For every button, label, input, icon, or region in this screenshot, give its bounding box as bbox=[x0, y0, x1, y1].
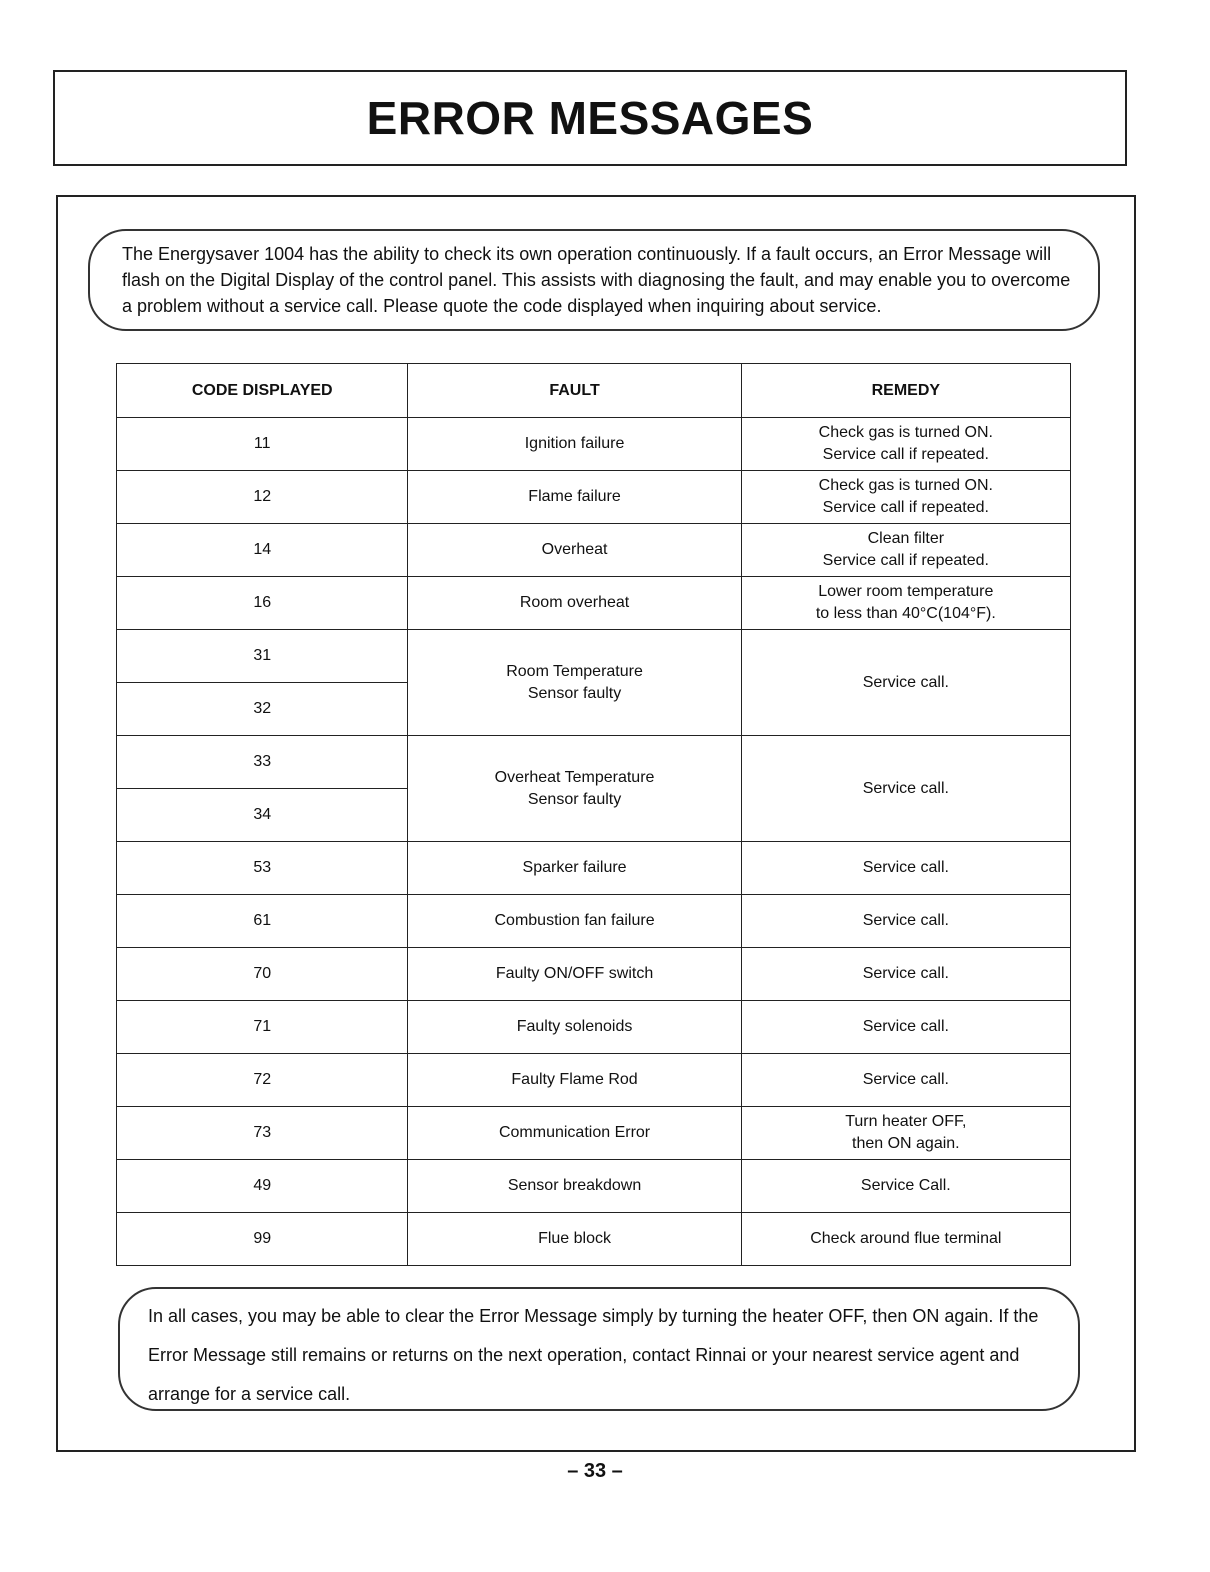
header-remedy: REMEDY bbox=[741, 364, 1070, 418]
remedy-cell-text: Service call. bbox=[862, 1018, 949, 1035]
content-box bbox=[56, 195, 1136, 1452]
remedy-cell-text: Lower room temperature bbox=[818, 583, 994, 600]
fault-cell bbox=[408, 418, 741, 471]
fault-cell bbox=[408, 471, 741, 524]
fault-cell bbox=[408, 895, 741, 948]
table-row bbox=[117, 948, 1071, 1001]
remedy-cell-text: Service Call. bbox=[860, 1177, 951, 1194]
title-box bbox=[53, 70, 1127, 166]
remedy-cell bbox=[741, 524, 1070, 577]
fault-cell bbox=[408, 577, 741, 630]
remedy-cell-text: Check around flue terminal bbox=[810, 1230, 1002, 1247]
remedy-cell-text: Service call. bbox=[862, 1071, 949, 1088]
code-cell bbox=[117, 1107, 408, 1160]
remedy-cell-text: Turn heater OFF, bbox=[845, 1113, 967, 1130]
remedy-cell bbox=[741, 471, 1070, 524]
table-row bbox=[117, 630, 1071, 683]
code-cell bbox=[117, 736, 408, 789]
code-cell-text: 70 bbox=[253, 965, 272, 982]
fault-cell bbox=[408, 948, 741, 1001]
fault-cell bbox=[408, 1107, 741, 1160]
code-cell-text: 11 bbox=[253, 435, 271, 452]
table-body bbox=[117, 418, 1071, 1266]
remedy-cell-text: Service call. bbox=[862, 673, 949, 691]
fault-cell-text: Room overheat bbox=[519, 594, 630, 611]
fault-cell-text: Flue block bbox=[538, 1230, 611, 1247]
code-cell-text: 53 bbox=[253, 859, 272, 876]
remedy-cell bbox=[741, 1054, 1070, 1107]
code-cell-text: 12 bbox=[253, 488, 272, 505]
code-cell bbox=[117, 1213, 408, 1266]
table-row bbox=[117, 1001, 1071, 1054]
note-paragraph: In all cases, you may be able to clear the Error Message simply by turning the heater OFF, then ON again. If the Error Message still remains or returns on the next operation, contact Rinnai or your nearest service agent and arrange for a service call. bbox=[118, 1287, 1080, 1411]
code-cell bbox=[117, 418, 408, 471]
intro-paragraph: The Energysaver 1004 has the ability to check its own operation continuously. If a fault occurs, an Error Message will flash on the Digital Display of the control panel. This assists with diagnosing the fault, and may enable you to overcome a problem without a service call. Please quote the code displayed when inquiring about service. bbox=[88, 229, 1100, 331]
code-cell bbox=[117, 683, 408, 736]
remedy-cell-text: Service call if repeated. bbox=[822, 552, 989, 569]
code-cell-text: 32 bbox=[253, 700, 272, 717]
code-cell bbox=[117, 789, 408, 842]
code-cell bbox=[117, 948, 408, 1001]
fault-cell bbox=[408, 842, 741, 895]
remedy-cell bbox=[741, 736, 1070, 842]
fault-cell-text: Sensor faulty bbox=[527, 790, 622, 808]
remedy-cell-text: Clean filter bbox=[867, 530, 945, 547]
fault-cell-text: Sensor breakdown bbox=[507, 1177, 642, 1194]
remedy-cell-text: Service call. bbox=[862, 912, 949, 929]
code-cell bbox=[117, 842, 408, 895]
fault-cell bbox=[408, 736, 741, 842]
fault-cell-text: Room Temperature bbox=[506, 662, 643, 680]
fault-cell-text: Sparker failure bbox=[522, 859, 627, 876]
table-row bbox=[117, 524, 1071, 577]
code-cell-text: 72 bbox=[253, 1071, 272, 1088]
fault-cell-text: Flame failure bbox=[528, 488, 621, 505]
remedy-cell bbox=[741, 1213, 1070, 1266]
fault-cell-text: Faulty Flame Rod bbox=[511, 1071, 638, 1088]
code-cell bbox=[117, 895, 408, 948]
remedy-cell-text: Check gas is turned ON. bbox=[818, 424, 993, 441]
fault-cell-text: Faulty solenoids bbox=[516, 1018, 633, 1035]
header-fault: FAULT bbox=[408, 364, 741, 418]
remedy-cell-text: Check gas is turned ON. bbox=[818, 477, 993, 494]
table-row bbox=[117, 1160, 1071, 1213]
code-cell bbox=[117, 1054, 408, 1107]
code-cell-text: 73 bbox=[253, 1124, 272, 1141]
code-cell-text: 71 bbox=[253, 1018, 272, 1035]
fault-cell bbox=[408, 524, 741, 577]
header-code: CODE DISPLAYED bbox=[117, 364, 408, 418]
code-cell bbox=[117, 630, 408, 683]
fault-cell bbox=[408, 1001, 741, 1054]
table-row bbox=[117, 1213, 1071, 1266]
remedy-cell-text: Service call. bbox=[862, 859, 949, 876]
remedy-cell bbox=[741, 577, 1070, 630]
fault-cell-text: Combustion fan failure bbox=[494, 912, 655, 929]
code-cell bbox=[117, 577, 408, 630]
table-row bbox=[117, 471, 1071, 524]
fault-cell-text: Sensor faulty bbox=[527, 684, 622, 702]
remedy-cell bbox=[741, 630, 1070, 736]
remedy-cell bbox=[741, 1001, 1070, 1054]
code-cell-text: 61 bbox=[253, 912, 272, 929]
remedy-cell-text: Service call if repeated. bbox=[822, 499, 989, 516]
error-code-table bbox=[116, 363, 1071, 1266]
remedy-cell-text: then ON again. bbox=[852, 1135, 960, 1152]
remedy-cell bbox=[741, 1107, 1070, 1160]
table-row bbox=[117, 1054, 1071, 1107]
remedy-cell bbox=[741, 418, 1070, 471]
page-number: – 33 – bbox=[567, 1460, 623, 1482]
code-cell bbox=[117, 471, 408, 524]
code-cell bbox=[117, 1160, 408, 1213]
fault-cell-text: Overheat Temperature bbox=[494, 768, 655, 786]
remedy-cell bbox=[741, 1160, 1070, 1213]
fault-cell-text: Faulty ON/OFF switch bbox=[495, 965, 654, 982]
table-row bbox=[117, 577, 1071, 630]
remedy-cell bbox=[741, 895, 1070, 948]
remedy-cell-text: Service call if repeated. bbox=[822, 446, 989, 463]
table-row bbox=[117, 736, 1071, 789]
remedy-cell-text: Service call. bbox=[862, 965, 949, 982]
fault-cell-text: Overheat bbox=[541, 541, 608, 558]
code-cell bbox=[117, 524, 408, 577]
remedy-cell bbox=[741, 948, 1070, 1001]
table-row bbox=[117, 418, 1071, 471]
table-row bbox=[117, 842, 1071, 895]
code-cell-text: 31 bbox=[253, 647, 272, 664]
fault-cell bbox=[408, 1213, 741, 1266]
fault-cell bbox=[408, 1054, 741, 1107]
code-cell-text: 99 bbox=[253, 1230, 272, 1247]
page-title: ERROR MESSAGES bbox=[366, 92, 814, 144]
code-cell-text: 49 bbox=[253, 1177, 272, 1194]
remedy-cell-text: to less than 40°C(104°F). bbox=[815, 605, 996, 622]
table-row bbox=[117, 1107, 1071, 1160]
table-row bbox=[117, 895, 1071, 948]
code-cell-text: 33 bbox=[253, 753, 272, 770]
table-header-row bbox=[117, 364, 1071, 418]
fault-cell-text: Communication Error bbox=[498, 1124, 651, 1141]
code-cell-text: 16 bbox=[253, 594, 272, 611]
code-cell-text: 14 bbox=[253, 541, 272, 558]
code-cell-text: 34 bbox=[253, 806, 272, 823]
fault-cell bbox=[408, 630, 741, 736]
remedy-cell-text: Service call. bbox=[862, 779, 949, 797]
code-cell bbox=[117, 1001, 408, 1054]
remedy-cell bbox=[741, 842, 1070, 895]
fault-cell bbox=[408, 1160, 741, 1213]
fault-cell-text: Ignition failure bbox=[524, 435, 625, 452]
